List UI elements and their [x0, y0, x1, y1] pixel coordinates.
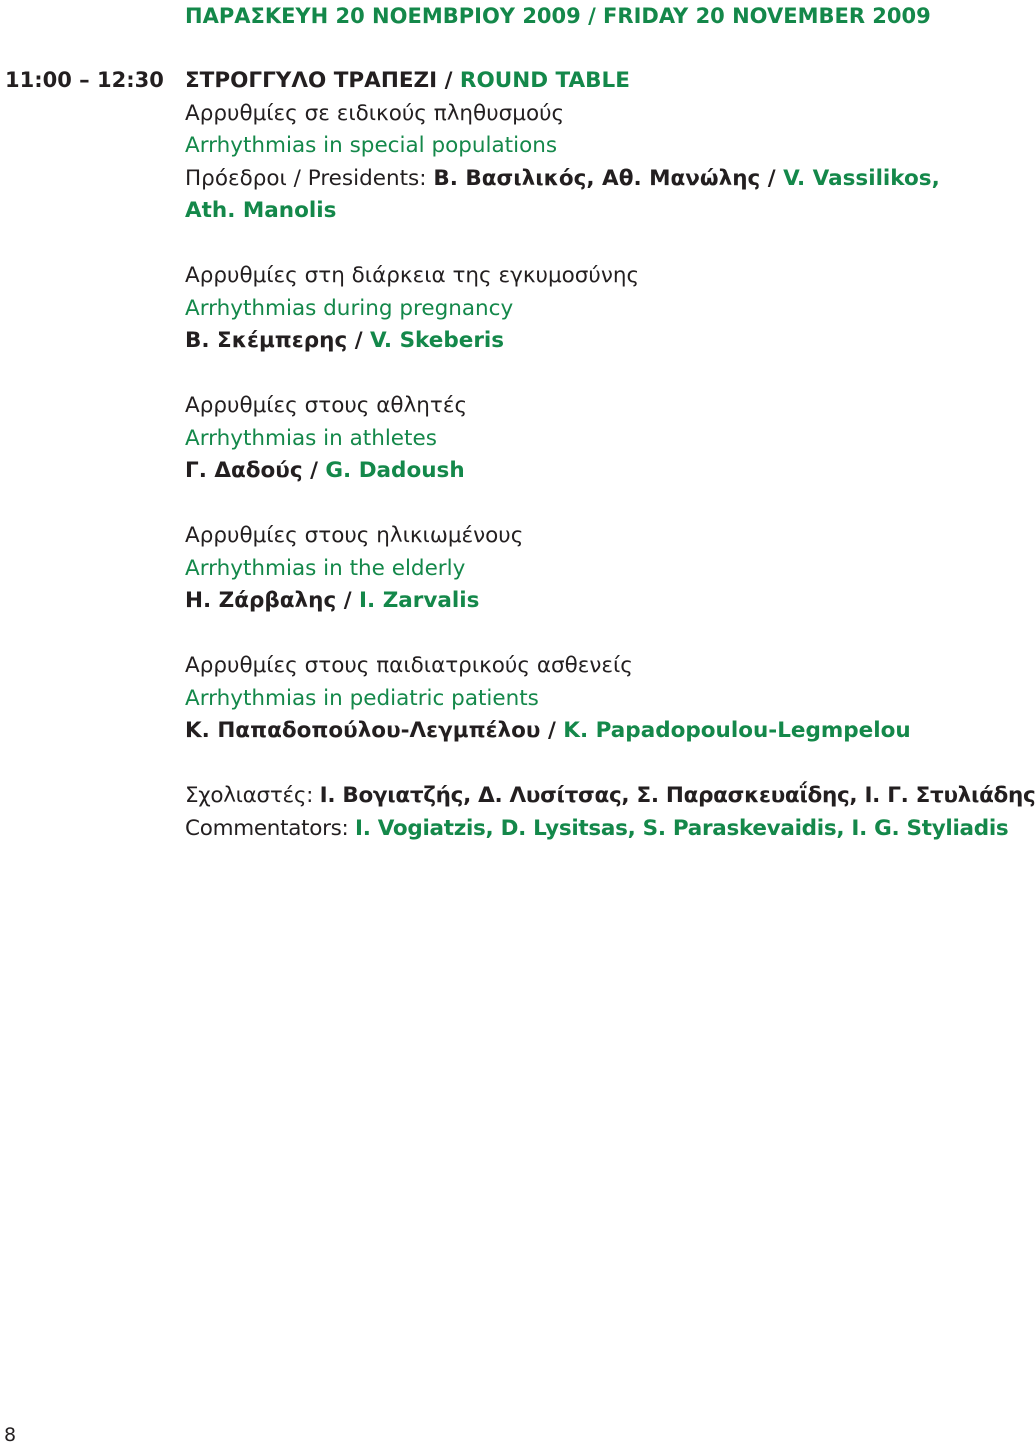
- speaker-separator: /: [540, 718, 564, 743]
- presidents: [185, 163, 960, 228]
- talk-title-en: Arrhythmias in the elderly: [185, 555, 466, 581]
- speaker-separator: /: [302, 458, 326, 483]
- spacer: [185, 358, 960, 391]
- speaker-separator: /: [347, 328, 371, 353]
- session-title-en: Arrhythmias in special populations: [185, 133, 558, 158]
- speaker-gr: Β. Σκέμπερης: [185, 328, 348, 353]
- presidents-gr: Β. Βασιλικός, Αθ. Μανώλης: [433, 165, 761, 191]
- spacer: [185, 748, 960, 781]
- presidents-en: V. Vassilikos, Ath. Manolis: [185, 165, 940, 223]
- commentators-names-en: I. Vogiatzis, D. Lysitsas, S. Paraskevaidis, I. G. Styliadis: [355, 815, 1009, 841]
- commentators-names-gr: Ι. Βογιατζής, Δ. Λυσίτσας, Σ. Παρασκευαΐδης, Ι. Γ. Στυλιάδης: [319, 783, 1035, 808]
- session-content: [185, 65, 1035, 845]
- speaker-en: G. Dadoush: [325, 458, 465, 483]
- talk-title-gr: Αρρυθμίες στους ηλικιωμένους: [185, 523, 524, 548]
- spacer: [185, 488, 960, 521]
- spacer: [185, 618, 960, 651]
- commentators-label-gr: Σχολιαστές:: [185, 783, 320, 808]
- session-time: 11:00 – 12:30: [5, 68, 164, 92]
- commentators-en: [185, 813, 1009, 846]
- talk-title-en: Arrhythmias in pediatric patients: [185, 685, 539, 711]
- talk-title-en: Arrhythmias in athletes: [185, 425, 437, 451]
- session-type-gr: ΣΤΡΟΓΓΥΛΟ ΤΡΑΠΕΖΙ: [185, 68, 438, 93]
- talk-speaker: [185, 715, 960, 748]
- date-header: ΠΑΡΑΣΚΕΥΗ 20 ΝΟΕΜΒΡΙΟΥ 2009 / FRIDAY 20 NOVEMBER 2009: [185, 4, 931, 28]
- talk-speaker: [185, 585, 960, 618]
- session-title-gr: Αρρυθμίες σε ειδικούς πληθυσμούς: [185, 100, 565, 126]
- speaker-en: K. Papadopoulou-Legmpelou: [563, 718, 911, 743]
- talk-speaker: [185, 325, 960, 358]
- presidents-separator: /: [760, 165, 784, 191]
- talk-title-gr: Αρρυθμίες στους παιδιατρικούς ασθενείς: [185, 653, 633, 678]
- talk-title-gr: Αρρυθμίες στους αθλητές: [185, 393, 468, 418]
- speaker-en: V. Skeberis: [370, 328, 505, 353]
- speaker-en: I. Zarvalis: [359, 588, 480, 613]
- speaker-gr: Κ. Παπαδοπούλου-Λεγμπέλου: [185, 718, 541, 743]
- talk-title-en: Arrhythmias during pregnancy: [185, 295, 514, 321]
- speaker-separator: /: [336, 588, 360, 613]
- commentators-label-en: Commentators:: [185, 815, 356, 841]
- talk-title-gr: Αρρυθμίες στη διάρκεια της εγκυμοσύνης: [185, 263, 640, 288]
- speaker-gr: Γ. Δαδούς: [185, 458, 303, 483]
- commentators-gr: [185, 780, 1035, 813]
- presidents-label: Πρόεδροι / Presidents:: [185, 165, 434, 191]
- talk-speaker: [185, 455, 960, 488]
- session-type: [185, 65, 960, 98]
- speaker-gr: Η. Ζάρβαλης: [185, 588, 337, 613]
- page-number: 8: [4, 1424, 17, 1446]
- spacer: [185, 228, 960, 261]
- session-type-separator: /: [437, 68, 460, 93]
- session-type-en: ROUND TABLE: [459, 68, 630, 93]
